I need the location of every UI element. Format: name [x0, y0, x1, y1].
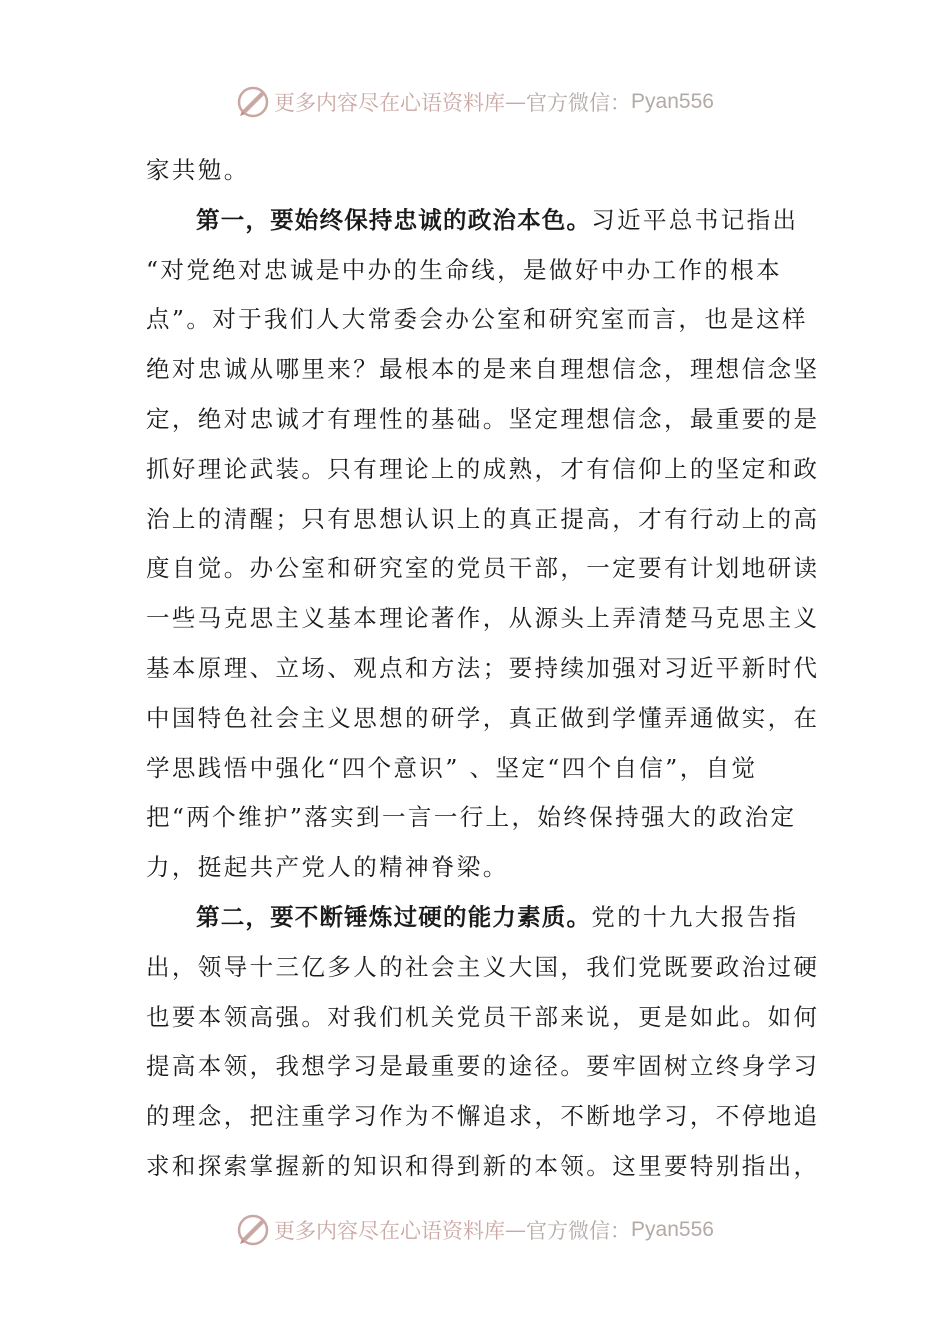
- watermark-main-text: 更多内容尽在心语资料库: [274, 91, 506, 115]
- text-line: 把“两个维护”落实到一言一行上，始终保持强大的政治定: [146, 803, 797, 832]
- text-line: 第一，要始终保持忠诚的政治本色。习近平总书记指出: [196, 205, 799, 234]
- text-line: “对党绝对忠诚是中办的生命线，是做好中办工作的根本: [146, 255, 783, 284]
- text-line: 力，挺起共产党人的精神脊梁。: [146, 853, 509, 882]
- watermark-official-label: 官方微信：: [526, 1219, 632, 1243]
- text-line: 一些马克思主义基本理论著作，从源头上弄清楚马克思主义: [146, 604, 820, 633]
- text-line: 第二，要不断锤炼过硬的能力素质。党的十九大报告指: [196, 902, 799, 931]
- text-line: 绝对忠诚从哪里来？最根本的是来自理想信念，理想信念坚: [146, 355, 820, 384]
- text-line: 也要本领高强。对我们机关党员干部来说，更是如此。如何: [146, 1002, 820, 1031]
- section-heading: 第一，要始终保持忠诚的政治本色。: [196, 205, 592, 234]
- text-line: 基本原理、立场、观点和方法；要持续加强对习近平新时代: [146, 653, 820, 682]
- watermark-separator: —: [505, 1218, 527, 1242]
- text-line: 治上的清醒；只有思想认识上的真正提高，才有行动上的高: [146, 504, 820, 533]
- text-line: 出，领导十三亿多人的社会主义大国，我们党既要政治过硬: [146, 952, 820, 981]
- text-line: 定，绝对忠诚才有理性的基础。坚定理想信念，最重要的是: [146, 404, 820, 433]
- watermark-official-label: 官方微信：: [526, 91, 632, 115]
- watermark-main-text: 更多内容尽在心语资料库: [274, 1219, 506, 1243]
- footer-watermark: [0, 1210, 950, 1250]
- pen-circle-logo-icon: [236, 85, 270, 119]
- text-line: 抓好理论武装。只有理论上的成熟，才有信仰上的坚定和政: [146, 454, 820, 483]
- text-line: 求和探索掌握新的知识和得到新的本领。这里要特别指出，: [146, 1151, 820, 1180]
- text-line: 点”。对于我们人大常委会办公室和研究室而言，也是这样: [146, 305, 808, 334]
- text-line: 学思践悟中强化“四个意识” 、坚定“四个自信”，自觉: [146, 753, 758, 782]
- watermark-separator: —: [505, 90, 527, 114]
- document-body: [146, 146, 820, 1192]
- text-line: 家共勉。: [146, 156, 250, 184]
- header-watermark: [0, 82, 950, 122]
- text-line: 中国特色社会主义思想的研学，真正做到学懂弄通做实，在: [146, 703, 820, 732]
- text-line: 度自觉。办公室和研究室的党员干部，一定要有计划地研读: [146, 554, 820, 583]
- watermark-wechat-id: Pyan556: [631, 1218, 714, 1241]
- pen-circle-logo-icon: [236, 1213, 270, 1247]
- text-line: 的理念，把注重学习作为不懈追求，不断地学习，不停地追: [146, 1102, 820, 1131]
- watermark-wechat-id: Pyan556: [631, 90, 714, 113]
- section-heading: 第二，要不断锤炼过硬的能力素质。: [196, 902, 592, 931]
- text-line: 提高本领，我想学习是最重要的途径。要牢固树立终身学习: [146, 1052, 820, 1081]
